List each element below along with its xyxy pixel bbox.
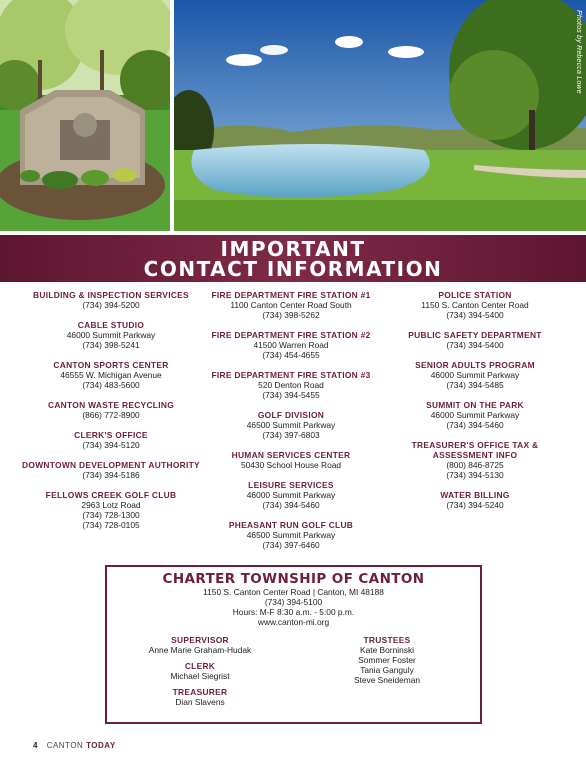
contact-title: CABLE STUDIO xyxy=(77,320,145,330)
contact-detail: (800) 846-8725 xyxy=(446,460,504,470)
contact-detail: (734) 394-5400 xyxy=(446,310,504,320)
contact-title: POLICE STATION xyxy=(438,290,512,300)
trustees-group xyxy=(302,635,472,685)
contact-title: FIRE DEPARTMENT FIRE STATION #2 xyxy=(211,330,371,340)
contact-detail: 1100 Canton Center Road South xyxy=(230,300,352,310)
contact-title: FIRE DEPARTMENT FIRE STATION #1 xyxy=(211,290,371,300)
contact-entry xyxy=(385,290,565,320)
contact-detail: 46500 Summit Parkway xyxy=(246,420,336,430)
contact-detail: 46000 Summit Parkway xyxy=(430,410,520,420)
township-info-box xyxy=(105,565,482,724)
page-number: 4 xyxy=(33,741,38,750)
banner-title-line-2: CONTACT INFORMATION xyxy=(143,256,443,281)
clerk-group xyxy=(115,661,285,681)
photo-credit: Photos by Rebecca Lowe xyxy=(575,10,582,94)
contact-detail: 46000 Summit Parkway xyxy=(246,490,336,500)
contact-detail: 520 Denton Road xyxy=(258,380,324,390)
contact-entry xyxy=(200,450,382,470)
supervisor-label: SUPERVISOR xyxy=(171,635,229,645)
contact-entry xyxy=(20,490,202,530)
contact-entry xyxy=(385,360,565,390)
contact-detail: (734) 397-6460 xyxy=(262,540,320,550)
photo-park-pond xyxy=(174,0,586,231)
photo-canton-sign xyxy=(0,0,170,231)
officials-left xyxy=(115,635,285,713)
supervisor-name: Anne Marie Graham-Hudak xyxy=(148,645,252,655)
contact-detail: (734) 728-0105 xyxy=(82,520,140,530)
contact-title: SENIOR ADULTS PROGRAM xyxy=(415,360,535,370)
contact-detail: (866) 772-8900 xyxy=(82,410,140,420)
contact-detail: 1150 S. Canton Center Road xyxy=(421,300,529,310)
contact-entry xyxy=(20,460,202,480)
trustee-name: Tania Ganguly xyxy=(360,665,414,675)
contact-detail: 2963 Lotz Road xyxy=(81,500,141,510)
contact-detail: (734) 394-5460 xyxy=(262,500,320,510)
contact-entry xyxy=(200,480,382,510)
header-banner xyxy=(0,235,586,282)
township-title: CHARTER TOWNSHIP OF CANTON xyxy=(162,571,425,587)
township-phone: (734) 394-5100 xyxy=(264,597,323,607)
contact-title: HUMAN SERVICES CENTER xyxy=(231,450,351,460)
banner-title-line-1: IMPORTANT xyxy=(220,236,366,261)
supervisor-group xyxy=(115,635,285,655)
contact-detail: 46555 W. Michigan Avenue xyxy=(60,370,162,380)
contact-title: CLERK'S OFFICE xyxy=(74,430,148,440)
contact-entry xyxy=(385,490,565,510)
contact-title: PUBLIC SAFETY DEPARTMENT xyxy=(408,330,542,340)
contact-entry xyxy=(385,440,565,480)
contact-detail: (734) 398-5241 xyxy=(82,340,140,350)
contact-detail: (734) 483-5600 xyxy=(82,380,140,390)
contact-entry xyxy=(385,330,565,350)
contact-title: BUILDING & INSPECTION SERVICES xyxy=(33,290,189,300)
contact-detail: (734) 728-1300 xyxy=(82,510,140,520)
contact-detail: (734) 394-5485 xyxy=(446,380,504,390)
contact-detail: (734) 394-5200 xyxy=(82,300,140,310)
magazine-name-2: TODAY xyxy=(86,741,116,750)
trustee-name: Steve Sneideman xyxy=(353,675,421,685)
contact-detail: 46000 Summit Parkway xyxy=(430,370,520,380)
contact-title: LEISURE SERVICES xyxy=(248,480,334,490)
contact-detail: (734) 394-5460 xyxy=(446,420,504,430)
contact-title: TREASURER'S OFFICE TAX & ASSESSMENT INFO xyxy=(411,440,539,460)
contacts-column-3 xyxy=(385,290,565,520)
contact-detail: (734) 394-5186 xyxy=(82,470,140,480)
contacts-column-1 xyxy=(20,290,202,540)
contact-title: GOLF DIVISION xyxy=(257,410,325,420)
contact-detail: (734) 394-5240 xyxy=(446,500,504,510)
contact-detail: 46500 Summit Parkway xyxy=(246,530,336,540)
contact-detail: (734) 394-5120 xyxy=(82,440,140,450)
treasurer-label: TREASURER xyxy=(172,687,228,697)
magazine-name-1: CANTON xyxy=(46,741,84,750)
contact-entry xyxy=(200,410,382,440)
trustee-name: Kate Borninski xyxy=(360,645,414,655)
contact-title: WATER BILLING xyxy=(440,490,510,500)
trustees-label: TRUSTEES xyxy=(363,635,411,645)
clerk-name: Michael Siegrist xyxy=(170,671,230,681)
contact-title: SUMMIT ON THE PARK xyxy=(426,400,524,410)
contact-entry xyxy=(385,400,565,430)
page-footer xyxy=(33,741,116,750)
contact-detail: (734) 394-5130 xyxy=(446,470,504,480)
contact-entry xyxy=(20,320,202,350)
contact-detail: (734) 394-5455 xyxy=(262,390,320,400)
contact-detail: (734) 454-4655 xyxy=(262,350,320,360)
contact-entry xyxy=(200,290,382,320)
contact-title: CANTON WASTE RECYCLING xyxy=(47,400,175,410)
township-hours: Hours: M-F 8:30 a.m. - 5:00 p.m. xyxy=(232,607,355,617)
contact-entry xyxy=(20,430,202,450)
treasurer-group xyxy=(115,687,285,707)
township-address: 1150 S. Canton Center Road | Canton, MI 48188 xyxy=(203,587,384,597)
contact-entry xyxy=(20,290,202,310)
contact-title: DOWNTOWN DEVELOPMENT AUTHORITY xyxy=(22,460,200,470)
contact-detail: 50430 School House Road xyxy=(240,460,342,470)
contact-title: FIRE DEPARTMENT FIRE STATION #3 xyxy=(211,370,371,380)
contact-detail: (734) 397-6803 xyxy=(262,430,320,440)
officials-right xyxy=(302,635,472,691)
clerk-label: CLERK xyxy=(184,661,216,671)
contacts-column-2 xyxy=(200,290,382,560)
contact-title: PHEASANT RUN GOLF CLUB xyxy=(228,520,354,530)
contact-entry xyxy=(20,400,202,420)
contact-detail: (734) 398-5262 xyxy=(262,310,320,320)
township-website[interactable]: www.canton-mi.org xyxy=(257,617,330,627)
contact-entry xyxy=(200,370,382,400)
contact-detail: 46000 Summit Parkway xyxy=(66,330,156,340)
contact-entry xyxy=(200,330,382,360)
contact-detail: (734) 394-5400 xyxy=(446,340,504,350)
treasurer-name: Dian Slavens xyxy=(175,697,225,707)
trustee-name: Sommer Foster xyxy=(358,655,416,665)
contact-title: FELLOWS CREEK GOLF CLUB xyxy=(45,490,177,500)
contact-title: CANTON SPORTS CENTER xyxy=(53,360,169,370)
contact-entry xyxy=(200,520,382,550)
contact-detail: 41500 Warren Road xyxy=(253,340,329,350)
contact-entry xyxy=(20,360,202,390)
